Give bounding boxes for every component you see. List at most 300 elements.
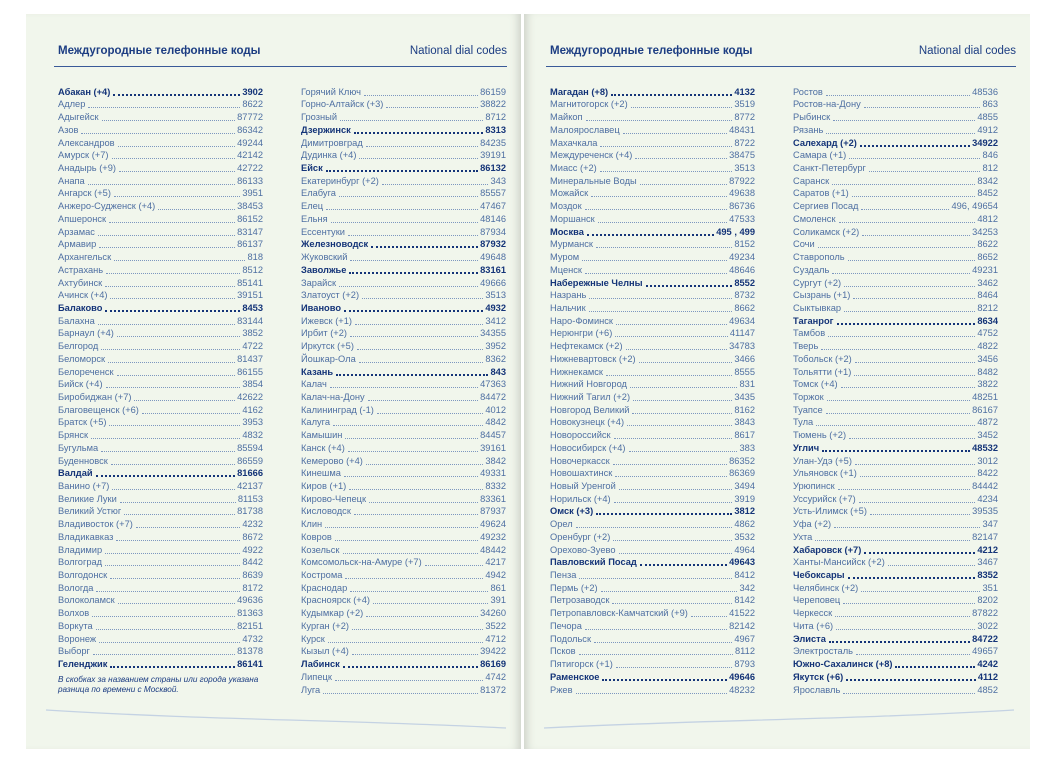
dot-leader bbox=[106, 273, 240, 274]
city-name: Пенза bbox=[550, 570, 577, 581]
city-code-entry bbox=[58, 327, 263, 340]
dot-leader bbox=[836, 629, 975, 630]
dial-code: 8555 bbox=[734, 366, 755, 377]
dot-leader bbox=[344, 310, 483, 312]
dot-leader bbox=[639, 362, 733, 363]
dial-code: 3012 bbox=[977, 455, 998, 466]
dot-leader bbox=[98, 235, 235, 236]
city-name: Калуга bbox=[301, 417, 331, 428]
dial-code: 4752 bbox=[977, 328, 998, 339]
city-code-entry bbox=[58, 187, 263, 200]
city-name: Саратов (+1) bbox=[793, 188, 849, 199]
city-code-entry bbox=[58, 403, 263, 416]
dot-leader bbox=[586, 120, 733, 121]
city-code-entry bbox=[58, 416, 263, 429]
dot-leader bbox=[864, 107, 981, 108]
city-code-entry bbox=[550, 352, 755, 365]
city-name: Волгоград bbox=[58, 557, 103, 568]
city-code-entry bbox=[793, 403, 998, 416]
dot-leader bbox=[333, 425, 483, 426]
dot-leader bbox=[829, 641, 970, 643]
city-code-entry bbox=[550, 250, 755, 263]
city-name: Ейск bbox=[301, 163, 323, 174]
city-name: Нижнекамск bbox=[550, 366, 603, 377]
city-name: Сыктывкар bbox=[793, 302, 842, 313]
dot-leader bbox=[105, 286, 235, 287]
dial-code: 4942 bbox=[485, 570, 506, 581]
city-name: Казань bbox=[301, 366, 334, 377]
dot-leader bbox=[105, 553, 240, 554]
dial-code: 4742 bbox=[485, 671, 506, 682]
city-name: Жуковский bbox=[301, 252, 348, 263]
city-code-entry bbox=[58, 645, 263, 658]
dial-code: 85557 bbox=[480, 188, 506, 199]
city-name: Ессентуки bbox=[301, 226, 345, 237]
dial-code: 81372 bbox=[480, 684, 506, 695]
city-code-entry bbox=[58, 632, 263, 645]
city-code-entry bbox=[550, 594, 755, 607]
dot-leader bbox=[833, 120, 975, 121]
dial-code: 3022 bbox=[977, 620, 998, 631]
dial-code: 42142 bbox=[237, 150, 263, 161]
city-code-entry bbox=[58, 530, 263, 543]
dot-leader bbox=[136, 527, 240, 528]
dot-leader bbox=[382, 184, 489, 185]
dial-code: 86167 bbox=[972, 404, 998, 415]
dot-leader bbox=[848, 260, 976, 261]
dial-code: 391 bbox=[490, 595, 506, 606]
city-name: Мценск bbox=[550, 264, 582, 275]
dial-code: 49638 bbox=[729, 188, 755, 199]
dial-code: 3467 bbox=[977, 557, 998, 568]
city-code-entry bbox=[301, 365, 506, 378]
city-code-entry bbox=[793, 606, 998, 619]
dial-code: 4732 bbox=[242, 633, 263, 644]
city-code-entry bbox=[550, 492, 755, 505]
city-code-entry bbox=[550, 212, 755, 225]
dot-leader bbox=[142, 413, 240, 414]
dot-leader bbox=[105, 310, 240, 312]
dial-code: 8442 bbox=[242, 557, 263, 568]
city-code-entry bbox=[550, 441, 755, 454]
city-name: Ростов bbox=[793, 86, 823, 97]
dial-code: 39151 bbox=[237, 290, 263, 301]
city-code-entry bbox=[58, 467, 263, 480]
city-code-entry bbox=[793, 467, 998, 480]
city-code-entry bbox=[550, 365, 755, 378]
dot-leader bbox=[815, 540, 970, 541]
dial-code: 39535 bbox=[972, 506, 998, 517]
city-code-entry bbox=[58, 441, 263, 454]
city-name: Волхов bbox=[58, 608, 90, 619]
dial-code: 87937 bbox=[480, 506, 506, 517]
city-name: Пермь (+2) bbox=[550, 582, 598, 593]
city-code-entry bbox=[58, 238, 263, 251]
city-name: Самара (+1) bbox=[793, 150, 847, 161]
city-code-entry bbox=[793, 161, 998, 174]
dial-code: 38822 bbox=[480, 99, 506, 110]
dot-leader bbox=[118, 603, 235, 604]
city-name: Углич bbox=[793, 442, 820, 453]
dial-code: 8172 bbox=[242, 582, 263, 593]
city-name: Петрозаводск bbox=[550, 595, 610, 606]
city-name: Ковров bbox=[301, 531, 332, 542]
dial-code: 81666 bbox=[237, 468, 263, 479]
dial-code: 87772 bbox=[237, 112, 263, 123]
city-name: Луга bbox=[301, 684, 321, 695]
dial-code: 4162 bbox=[242, 404, 263, 415]
dial-code: 831 bbox=[739, 379, 755, 390]
city-name: Ульяновск (+1) bbox=[793, 468, 857, 479]
city-code-entry bbox=[550, 467, 755, 480]
codes-column bbox=[550, 85, 755, 696]
city-name: Ростов-на-Дону bbox=[793, 99, 861, 110]
dial-code: 8617 bbox=[734, 430, 755, 441]
dot-leader bbox=[861, 591, 980, 592]
dial-code: 4234 bbox=[977, 493, 998, 504]
dial-code: 42137 bbox=[237, 481, 263, 491]
dot-leader bbox=[359, 158, 478, 159]
dot-leader bbox=[99, 247, 235, 248]
dial-code: 47533 bbox=[729, 213, 755, 224]
dot-leader bbox=[369, 502, 478, 503]
dial-code: 82142 bbox=[729, 620, 755, 631]
dot-leader bbox=[616, 324, 727, 325]
city-name: Калач bbox=[301, 379, 327, 390]
city-name: Муром bbox=[550, 252, 580, 263]
city-name: Брянск bbox=[58, 430, 89, 441]
dial-code: 4855 bbox=[977, 112, 998, 123]
dial-code: 81437 bbox=[237, 353, 263, 364]
city-code-entry bbox=[550, 238, 755, 251]
city-code-entry bbox=[301, 543, 506, 556]
city-name: Тюмень (+2) bbox=[793, 430, 847, 441]
dot-leader bbox=[589, 311, 733, 312]
dot-leader bbox=[860, 145, 970, 147]
dial-code: 49646 bbox=[729, 671, 755, 682]
city-name: Вологда bbox=[58, 582, 94, 593]
city-name: Рязань bbox=[793, 124, 824, 135]
dot-leader bbox=[846, 679, 976, 681]
dot-leader bbox=[345, 438, 478, 439]
city-code-entry bbox=[58, 199, 263, 212]
city-code-entry bbox=[550, 98, 755, 111]
dot-leader bbox=[613, 464, 727, 465]
city-name: Канск (+4) bbox=[301, 442, 345, 453]
dial-code: 4232 bbox=[242, 519, 263, 530]
city-name: Анадырь (+9) bbox=[58, 163, 117, 174]
city-code-entry bbox=[550, 454, 755, 467]
dot-leader bbox=[352, 629, 483, 630]
dot-leader bbox=[576, 693, 728, 694]
city-code-entry bbox=[301, 594, 506, 607]
dial-code: 86159 bbox=[480, 86, 506, 97]
city-name: Томск (+4) bbox=[793, 379, 838, 390]
dial-code: 86152 bbox=[237, 213, 263, 224]
dial-code: 49643 bbox=[729, 557, 755, 568]
dot-leader bbox=[366, 464, 483, 465]
dial-code: 4922 bbox=[242, 544, 263, 555]
city-code-entry bbox=[301, 556, 506, 569]
dot-leader bbox=[853, 298, 975, 299]
dot-leader bbox=[822, 450, 970, 452]
dot-leader bbox=[158, 209, 235, 210]
city-name: Братск (+5) bbox=[58, 417, 107, 428]
city-name: Соликамск (+2) bbox=[793, 226, 860, 237]
dial-code: 496, 49654 bbox=[951, 201, 998, 212]
dial-code: 4932 bbox=[485, 302, 506, 313]
dial-code: 4012 bbox=[485, 404, 506, 415]
dot-leader bbox=[112, 158, 236, 159]
dot-leader bbox=[323, 693, 478, 694]
city-code-entry bbox=[550, 85, 755, 98]
dial-code: 83147 bbox=[237, 226, 263, 237]
city-name: Златоуст (+2) bbox=[301, 290, 360, 301]
dot-leader bbox=[98, 324, 235, 325]
dot-leader bbox=[99, 642, 240, 643]
dial-code: 8712 bbox=[485, 112, 506, 123]
dot-leader bbox=[640, 184, 727, 185]
city-name: Уфа (+2) bbox=[793, 519, 832, 530]
dot-leader bbox=[623, 133, 727, 134]
city-code-entry bbox=[550, 403, 755, 416]
dial-code: 8152 bbox=[734, 239, 755, 250]
dot-leader bbox=[849, 438, 975, 439]
city-code-entry bbox=[301, 581, 506, 594]
city-code-entry bbox=[793, 98, 998, 111]
dial-code: 49331 bbox=[480, 468, 506, 479]
city-name: Красноярск (+4) bbox=[301, 595, 371, 606]
dial-code: 86342 bbox=[237, 124, 263, 135]
city-name: Петропавловск-Камчатский (+9) bbox=[550, 608, 688, 619]
dot-leader bbox=[826, 413, 970, 414]
header-title-en: National dial codes bbox=[409, 45, 507, 57]
city-name: Чебоксары bbox=[793, 570, 845, 581]
dial-code: 8652 bbox=[977, 252, 998, 263]
city-name: Ангарск (+5) bbox=[58, 188, 111, 199]
dial-code: 41147 bbox=[729, 328, 755, 339]
dot-leader bbox=[838, 489, 970, 490]
city-name: Белореченск bbox=[58, 366, 114, 377]
dial-code: 4852 bbox=[977, 684, 998, 695]
dial-code: 48146 bbox=[480, 213, 506, 224]
dial-code: 49232 bbox=[480, 531, 506, 542]
city-name: Сочи bbox=[793, 239, 815, 250]
city-code-entry bbox=[793, 492, 998, 505]
city-name: Междуреченск (+4) bbox=[550, 150, 633, 161]
city-name: Геленджик bbox=[58, 659, 108, 670]
city-code-entry bbox=[58, 352, 263, 365]
city-name: Суздаль bbox=[793, 264, 830, 275]
dot-leader bbox=[633, 400, 732, 401]
dial-code: 48431 bbox=[729, 124, 755, 135]
city-code-entry bbox=[58, 314, 263, 327]
dot-leader bbox=[124, 514, 235, 515]
codes-column bbox=[301, 85, 506, 696]
dot-leader bbox=[827, 400, 970, 401]
city-code-entry bbox=[301, 161, 506, 174]
dial-code: 846 bbox=[982, 150, 998, 161]
city-name: Волгодонск bbox=[58, 570, 108, 581]
dial-code: 86559 bbox=[237, 455, 263, 466]
city-name: Козельск bbox=[301, 544, 340, 555]
city-code-entry bbox=[793, 352, 998, 365]
dot-leader bbox=[855, 362, 976, 363]
city-code-entry bbox=[58, 174, 263, 187]
city-name: Анапа bbox=[58, 175, 85, 186]
city-code-entry bbox=[301, 657, 506, 670]
city-name: Можайск bbox=[550, 188, 589, 199]
dot-leader bbox=[93, 654, 235, 655]
dot-leader bbox=[615, 476, 727, 477]
dial-code: 81738 bbox=[237, 506, 263, 517]
city-name: Чита (+6) bbox=[793, 620, 834, 631]
time-difference-note: В скобках за названием страны или города указана разница по времени с Москвой. bbox=[58, 675, 259, 694]
dial-code: 8639 bbox=[242, 570, 263, 581]
city-name: Воронеж bbox=[58, 633, 97, 644]
city-code-entry bbox=[793, 505, 998, 518]
city-name: Кисловодск bbox=[301, 506, 351, 517]
dial-code: 48251 bbox=[972, 391, 998, 402]
dot-leader bbox=[349, 272, 478, 274]
dot-leader bbox=[594, 642, 732, 643]
city-name: Тамбов bbox=[793, 328, 826, 339]
city-code-entry bbox=[301, 568, 506, 581]
city-code-entry bbox=[550, 123, 755, 136]
city-code-entry bbox=[301, 98, 506, 111]
dot-leader bbox=[348, 451, 478, 452]
city-name: Великий Устюг bbox=[58, 506, 122, 517]
dial-code: 84457 bbox=[480, 430, 506, 441]
city-code-entry bbox=[301, 619, 506, 632]
city-code-entry bbox=[301, 174, 506, 187]
city-code-entry bbox=[793, 568, 998, 581]
dot-leader bbox=[855, 464, 975, 465]
dial-code: 82151 bbox=[237, 620, 263, 631]
city-code-entry bbox=[793, 517, 998, 530]
city-code-entry bbox=[793, 289, 998, 302]
city-code-entry bbox=[550, 289, 755, 302]
city-name: Барнаул (+4) bbox=[58, 328, 114, 339]
dot-leader bbox=[386, 107, 478, 108]
city-code-entry bbox=[58, 301, 263, 314]
city-code-entry bbox=[301, 530, 506, 543]
city-name: Елец bbox=[301, 201, 324, 212]
dial-code: 84442 bbox=[972, 481, 998, 491]
dot-leader bbox=[106, 387, 241, 388]
city-name: Миасс (+2) bbox=[550, 163, 597, 174]
dot-leader bbox=[816, 425, 975, 426]
city-name: Магадан (+8) bbox=[550, 86, 609, 97]
dot-leader bbox=[362, 298, 483, 299]
dial-code: 39422 bbox=[480, 646, 506, 657]
city-name: Минеральные Воды bbox=[550, 175, 637, 186]
dot-leader bbox=[328, 642, 483, 643]
dial-code: 86169 bbox=[480, 659, 506, 670]
city-name: Белгород bbox=[58, 341, 99, 352]
city-code-entry bbox=[301, 505, 506, 518]
city-code-entry bbox=[301, 339, 506, 352]
city-code-entry bbox=[550, 632, 755, 645]
dot-leader bbox=[579, 578, 732, 579]
dial-code: 8732 bbox=[734, 290, 755, 301]
dot-leader bbox=[849, 158, 980, 159]
city-name: Оренбург (+2) bbox=[550, 531, 611, 542]
dial-code: 49234 bbox=[729, 252, 755, 263]
dial-code: 8512 bbox=[242, 264, 263, 275]
dial-code: 3902 bbox=[242, 86, 263, 97]
dial-code: 8313 bbox=[485, 124, 506, 135]
dot-leader bbox=[343, 553, 479, 554]
dot-leader bbox=[344, 476, 478, 477]
city-code-entry bbox=[301, 390, 506, 403]
dot-leader bbox=[335, 680, 483, 681]
dot-leader bbox=[611, 94, 732, 96]
dial-code: 4722 bbox=[242, 341, 263, 352]
dot-leader bbox=[835, 616, 970, 617]
city-name: Павловский Посад bbox=[550, 557, 637, 568]
city-name: Раменское bbox=[550, 671, 600, 682]
dial-code: 3494 bbox=[734, 481, 755, 491]
dial-code: 84235 bbox=[480, 137, 506, 148]
dial-code: 8464 bbox=[977, 290, 998, 301]
city-code-entry bbox=[550, 657, 755, 670]
city-code-entry bbox=[58, 85, 263, 98]
city-code-entry bbox=[550, 606, 755, 619]
dot-leader bbox=[646, 285, 733, 287]
city-code-entry bbox=[550, 505, 755, 518]
dial-code: 83144 bbox=[237, 315, 263, 326]
dial-code: 48536 bbox=[972, 86, 998, 97]
dial-code: 8482 bbox=[977, 366, 998, 377]
city-code-entry bbox=[58, 606, 263, 619]
city-name: Беломорск bbox=[58, 353, 106, 364]
dial-code: 3822 bbox=[977, 379, 998, 390]
city-code-entry bbox=[550, 174, 755, 187]
city-code-entry bbox=[793, 263, 998, 276]
city-name: Подольск bbox=[550, 633, 592, 644]
city-name: Сургут (+2) bbox=[793, 277, 842, 288]
dial-code: 4712 bbox=[485, 633, 506, 644]
city-code-entry bbox=[58, 390, 263, 403]
dot-leader bbox=[844, 286, 975, 287]
dial-code: 8622 bbox=[977, 239, 998, 250]
dot-leader bbox=[843, 603, 975, 604]
city-code-entry bbox=[58, 123, 263, 136]
city-code-entry bbox=[793, 149, 998, 162]
dial-code: 8793 bbox=[734, 659, 755, 670]
dot-leader bbox=[862, 235, 970, 236]
dial-code: 49634 bbox=[729, 315, 755, 326]
city-code-entry bbox=[793, 174, 998, 187]
dial-code: 4842 bbox=[485, 417, 506, 428]
city-code-entry bbox=[301, 85, 506, 98]
city-name: Камышин bbox=[301, 430, 343, 441]
city-name: Моршанск bbox=[550, 213, 595, 224]
dial-code: 3522 bbox=[485, 620, 506, 631]
dot-leader bbox=[113, 94, 240, 96]
dot-leader bbox=[364, 95, 478, 96]
city-code-entry bbox=[58, 161, 263, 174]
city-name: Орехово-Зуево bbox=[550, 544, 616, 555]
city-code-entry bbox=[301, 263, 506, 276]
dial-code: 38475 bbox=[729, 150, 755, 161]
city-code-entry bbox=[793, 670, 998, 683]
city-code-entry bbox=[793, 123, 998, 136]
dot-leader bbox=[635, 158, 727, 159]
dot-leader bbox=[368, 400, 478, 401]
city-name: Кудымкар (+2) bbox=[301, 608, 364, 619]
